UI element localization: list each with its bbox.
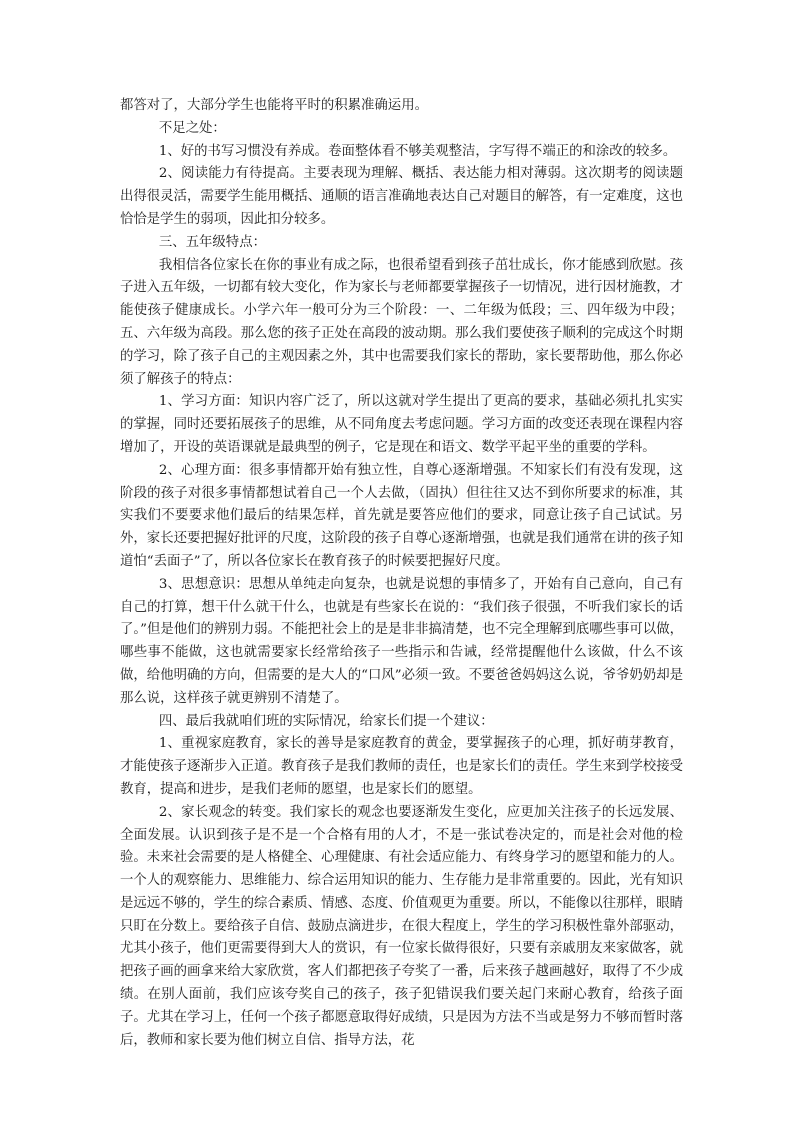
- heading-shortcomings: 不足之处：: [158, 120, 226, 136]
- paragraph-continuation: 都答对了，大部分学生也能将平时的积累准确运用。: [120, 98, 428, 113]
- paragraph-learning: 1、学习方面：知识内容广泛了，所以这就对学生提出了更高的要求，基础必须扎扎实实的掌握，同时还要拓展孩子的思维，从不同角度去考虑问题。学习方面的改变还表现在课程内容增加了，开设的英语课就是最典型的例子，它是现在和语文、数学平起平坐的重要的学科。: [120, 394, 683, 455]
- paragraph-thinking: 3、思想意识：思想从单纯走向复杂，也就是说想的事情多了，开始有自己意向，自己有自己的打算，想干什么就干什么，也就是有些家长在说的：“我们孩子很强，不听我们家长的话了。”但是他们的辨别力弱。不能把社会上的是是非非搞清楚，也不完全理解到底哪些事可以做，哪些事不能做，这也就需要家长经常给孩子一些指示和告诫，经常提醒他什么该做，什么不该做，给他明确的方向，但需要的是大人的“口风”必须一致。不要爸爸妈妈这么说，爷爷奶奶却是那么说，这样孩子就更辨别不清楚了。: [120, 576, 683, 706]
- paragraph-psychology: 2、心理方面：很多事情都开始有独立性，自尊心逐渐增强。不知家长们有没有发现，这阶段的孩子对很多事情都想试着自己一个人去做，（固执）但往往又达不到你所要求的标准，其实我们不要要求他们最后的结果怎样，首先就是要答应他们的要求，同意让孩子自己试试。另外，家长还要把握好批评的尺度，这阶段的孩子自尊心逐渐增强，也就是我们通常在讲的孩子知道怕“丢面子”了，所以各位家长在教育孩子的时候要把握好尺度。: [120, 462, 683, 569]
- paragraph-reading-ability: 2、阅读能力有待提高。主要表现为理解、概括、表达能力相对薄弱。这次期考的阅读题出得很灵活，需要学生能用概括、通顺的语言准确地表达自己对题目的解答，有一定难度，这也恰恰是学生的弱项，因此扣分较多。: [120, 166, 683, 227]
- heading-suggestions: 四、最后我就咱们班的实际情况，给家长们提一个建议：: [158, 713, 494, 729]
- paragraph-writing-habits: 1、好的书写习惯没有养成。卷面整体看不够美观整洁，字写得不端正的和涂改的较多。: [158, 143, 677, 159]
- document-body: [120, 95, 683, 1052]
- paragraph-parent-attitude: 2、家长观念的转变。我们家长的观念也要逐渐发生变化，应更加关注孩子的长远发展、全面发展。认识到孩子是不是一个合格有用的人才，不是一张试卷决定的，而是社会对他的检验。未来社会需要的是人格健全、心理健康、有社会适应能力、有终身学习的愿望和能力的人。一个人的观察能力、思维能力、综合运用知识的能力、生存能力是非常重要的。因此，光有知识是远远不够的，学生的综合素质、情感、态度、价值观更为重要。所以，不能像以往那样，眼睛只盯在分数上。要给孩子自信、鼓励点滴进步，在很大程度上，学生的学习积极性靠外部驱动，尤其小孩子，他们更需要得到大人的赏识，有一位家长做得很好，只要有亲戚朋友来家做客，就把孩子画的画拿来给大家欣赏，客人们都把孩子夸奖了一番，后来孩子越画越好，取得了不少成绩。在别人面前，我们应该夸奖自己的孩子，孩子犯错误我们要关起门来耐心教育，给孩子面子。尤其在学习上，任何一个孩子都愿意取得好成绩，只是因为方法不当或是努力不够而暂时落后，教师和家长要为他们树立自信、指导方法，花: [120, 804, 683, 1048]
- heading-grade5-traits: 三、五年级特点：: [158, 234, 266, 250]
- paragraph-family-education: 1、重视家庭教育，家长的善导是家庭教育的黄金，要掌握孩子的心理，抓好萌芽教育，才能使孩子逐渐步入正道。教育孩子是我们教师的责任，也是家长们的责任。学生来到学校接受教育，提高和进步，是我们老师的愿望，也是家长们的愿望。: [120, 736, 683, 797]
- paragraph-intro-parents: 我相信各位家长在你的事业有成之际，也很希望看到孩子茁壮成长，你才能感到欣慰。孩子进入五年级，一切都有较大变化，作为家长与老师都要掌握孩子一切情况，进行因材施教，才能使孩子健康成长。小学六年一般可分为三个阶段：一、二年级为低段；三、四年级为中段；五、六年级为高段。那么您的孩子正处在高段的波动期。那么我们要使孩子顺利的完成这个时期的学习，除了孩子自己的主观因素之外，其中也需要我们家长的帮助，家长要帮助他，那么你必须了解孩子的特点：: [120, 257, 683, 387]
